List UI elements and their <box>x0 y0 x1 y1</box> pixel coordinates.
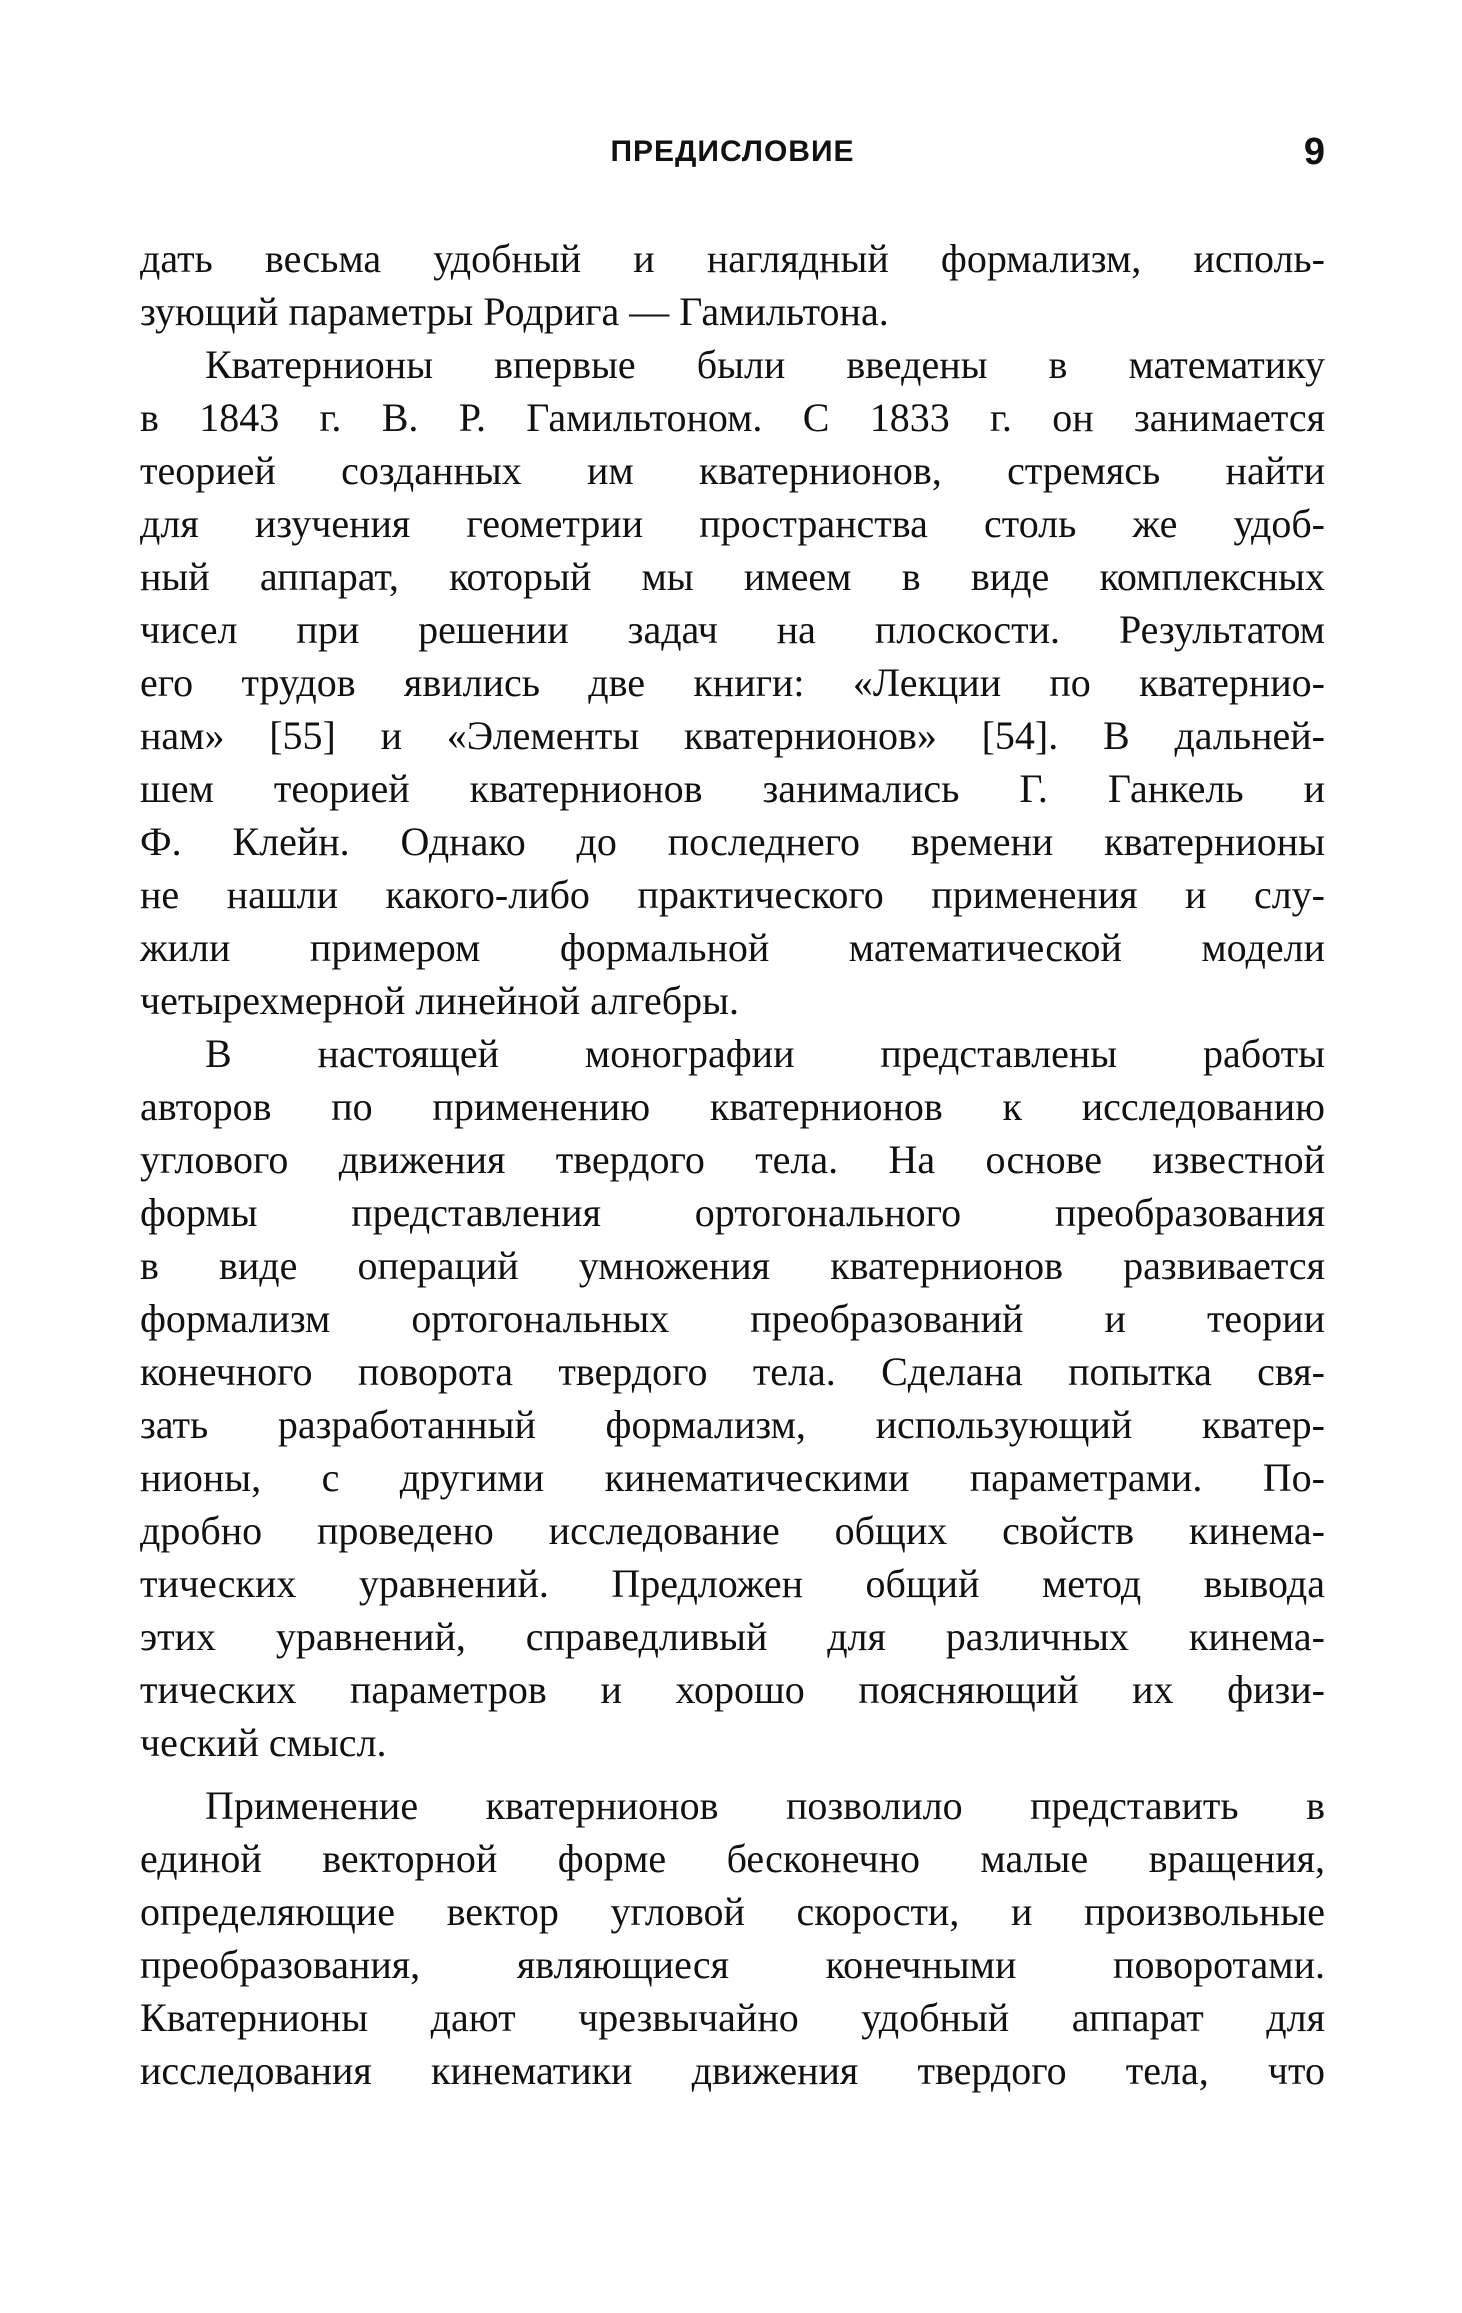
text-line: авторов по применению кватернионов к исследованию <box>140 1084 1325 1129</box>
text-line: Ф. Клейн. Однако до последнего времени кватернионы <box>140 819 1325 864</box>
paragraph-4 <box>140 1779 1325 2097</box>
text-line: формализм ортогональных преобразований и теории <box>140 1296 1325 1341</box>
text-line: Кватернионы дают чрезвычайно удобный аппарат для <box>140 1995 1325 2040</box>
text-line: преобразования, являющиеся конечными поворотами. <box>140 1942 1325 1987</box>
page-number: 9 <box>1303 131 1325 173</box>
text-line: Кватернионы впервые были введены в математику <box>205 342 1325 387</box>
text-line: нионы, с другими кинематическими параметрами. По- <box>140 1455 1325 1500</box>
paragraph-2 <box>140 338 1325 1027</box>
text-line: в 1843 г. В. Р. Гамильтоном. С 1833 г. он занимается <box>140 395 1325 440</box>
running-head <box>140 131 1325 185</box>
text-line: для изучения геометрии пространства столь же удоб- <box>140 501 1325 546</box>
text-line: дробно проведено исследование общих свойств кинема- <box>140 1508 1325 1553</box>
text-line: исследования кинематики движения твердого тела, что <box>140 2048 1325 2093</box>
text-line: этих уравнений, справедливый для различных кинема- <box>140 1614 1325 1659</box>
text-line: жили примером формальной математической модели <box>140 925 1325 970</box>
text-line: шем теорией кватернионов занимались Г. Ганкель и <box>140 766 1325 811</box>
text-line: углового движения твердого тела. На основе известной <box>140 1137 1325 1182</box>
paragraph-3 <box>140 1027 1325 1769</box>
text-line: тических уравнений. Предложен общий метод вывода <box>140 1561 1325 1606</box>
text-line: не нашли какого-либо практического применения и слу- <box>140 872 1325 917</box>
text-line: формы представления ортогонального преобразования <box>140 1190 1325 1235</box>
text-line: ческий смысл. <box>140 1720 387 1765</box>
text-line: В настоящей монографии представлены работы <box>205 1031 1325 1076</box>
text-line: чисел при решении задач на плоскости. Результатом <box>140 607 1325 652</box>
text-line: дать весьма удобный и наглядный формализм, исполь- <box>140 236 1325 281</box>
paragraph-1 <box>140 232 1325 338</box>
text-line: теорией созданных им кватернионов, стремясь найти <box>140 448 1325 493</box>
text-line: нам» [55] и «Элементы кватернионов» [54]. В дальней- <box>140 713 1325 758</box>
text-line: Применение кватернионов позволило представить в <box>205 1783 1325 1828</box>
body-text <box>140 232 1325 2097</box>
text-line: его трудов явились две книги: «Лекции по кватернио- <box>140 660 1325 705</box>
text-line: единой векторной форме бесконечно малые вращения, <box>140 1836 1325 1881</box>
text-line: тических параметров и хорошо поясняющий их физи- <box>140 1667 1325 1712</box>
text-line: конечного поворота твердого тела. Сделана попытка свя- <box>140 1349 1325 1394</box>
running-title: ПРЕДИСЛОВИЕ <box>610 135 855 168</box>
text-line: зующий параметры Родрига — Гамильтона. <box>140 289 889 334</box>
text-line: определяющие вектор угловой скорости, и произвольные <box>140 1889 1325 1934</box>
text-line: в виде операций умножения кватернионов развивается <box>140 1243 1325 1288</box>
text-line: четырехмерной линейной алгебры. <box>140 978 740 1023</box>
text-line: зать разработанный формализм, использующий кватер- <box>140 1402 1325 1447</box>
text-line: ный аппарат, который мы имеем в виде комплексных <box>140 554 1325 599</box>
